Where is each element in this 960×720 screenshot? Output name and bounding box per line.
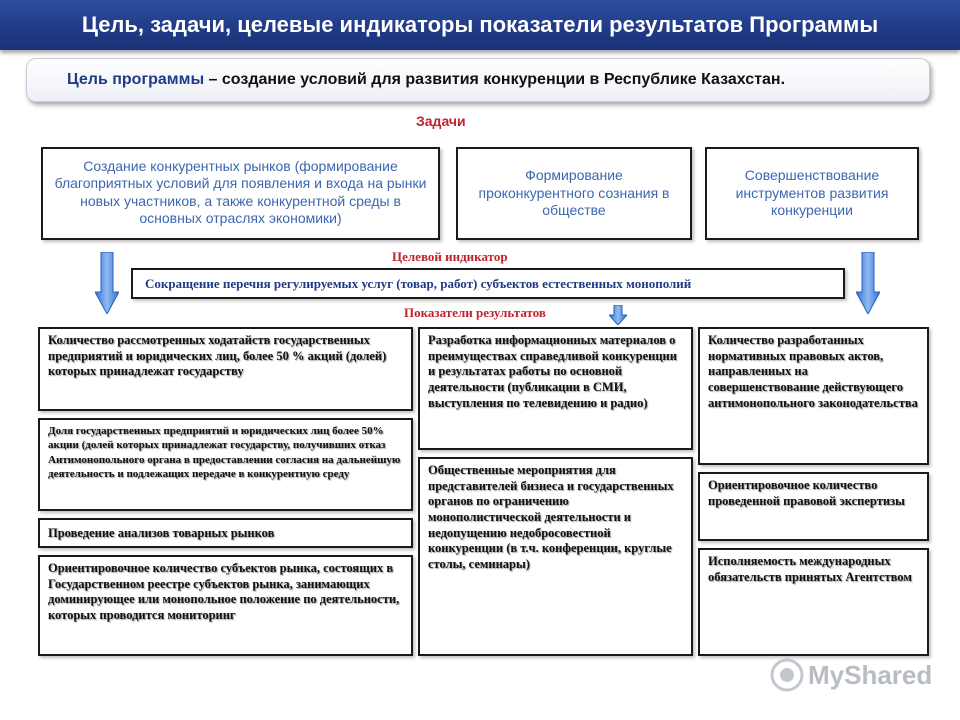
down-arrow-small-icon <box>609 305 627 325</box>
page-title: Цель, задачи, целевые индикаторы показатели результатов Программы <box>81 12 879 37</box>
result-refusal-share: Доля государственных предприятий и юридических лиц более 50% акции (долей которых принадлежат государству, получивших отказ Антимонопольного органа в предоставлении согласия на дальнейшую деятельность и подлежащих передаче в конкурентную среду <box>38 418 413 511</box>
result-petitions-count: Количество рассмотренных ходатайств государственных предприятий и юридических лиц, более 50 % акций (долей) которых принадлежат государству <box>38 327 413 411</box>
result-international-obligations: Исполняемость международных обязательств принятых Агентством <box>698 548 929 656</box>
result-legal-expertise: Ориентировочное количество проведенной правовой экспертизы <box>698 472 929 541</box>
result-market-analysis: Проведение анализов товарных рынков <box>38 518 413 548</box>
goal-text <box>67 59 785 101</box>
down-arrow-right-icon <box>856 252 880 314</box>
task-improve-instruments: Совершенствование инструментов развития конкуренции <box>705 147 919 240</box>
task-procompetitive-awareness: Формирование проконкурентного сознания в обществе <box>456 147 692 240</box>
myshared-logo-icon <box>770 658 804 692</box>
goal-banner <box>26 58 930 102</box>
goal-label: Цель программы <box>67 71 205 88</box>
result-legal-acts: Количество разработанных нормативных правовых актов, направленных на совершенствование действующего антимонопольного законодательства <box>698 327 929 465</box>
target-indicator: Сокращение перечня регулируемых услуг (товар, работ) субъектов естественных монополий <box>131 268 845 299</box>
results-heading: Показатели результатов <box>404 305 546 320</box>
goal-description: – создание условий для развития конкуренции в Республике Казахстан. <box>204 71 786 88</box>
watermark <box>770 657 940 693</box>
result-information-materials: Разработка информационных материалов о преимуществах справедливой конкуренции и результатах работы по основной деятельности (публикации в СМИ, выступления по телевидению и радио) <box>418 327 693 450</box>
tasks-heading: Задачи <box>416 113 466 129</box>
header-bar <box>0 0 960 50</box>
result-monitored-subjects: Ориентировочное количество субъектов рынка, состоящих в Государственном реестре субъектов рынка, занимающих доминирующее или монопольное положение по деятельности, которых проводится мониторинг <box>38 555 413 656</box>
result-public-events: Общественные мероприятия для представителей бизнеса и государственных органов по ограничению монополистической деятельности и недопущению недобросовестной конкуренции (в т.ч. конференции, круглые столы, семинары) <box>418 457 693 656</box>
down-arrow-left-icon <box>95 252 119 314</box>
watermark-text: MyShared <box>808 659 933 690</box>
task-competitive-markets: Создание конкурентных рынков (формирование благоприятных условий для появления и входа на рынки новых участников, а также конкурентной среды в основных отраслях экономики) <box>41 147 440 240</box>
indicator-heading: Целевой индикатор <box>392 249 508 264</box>
